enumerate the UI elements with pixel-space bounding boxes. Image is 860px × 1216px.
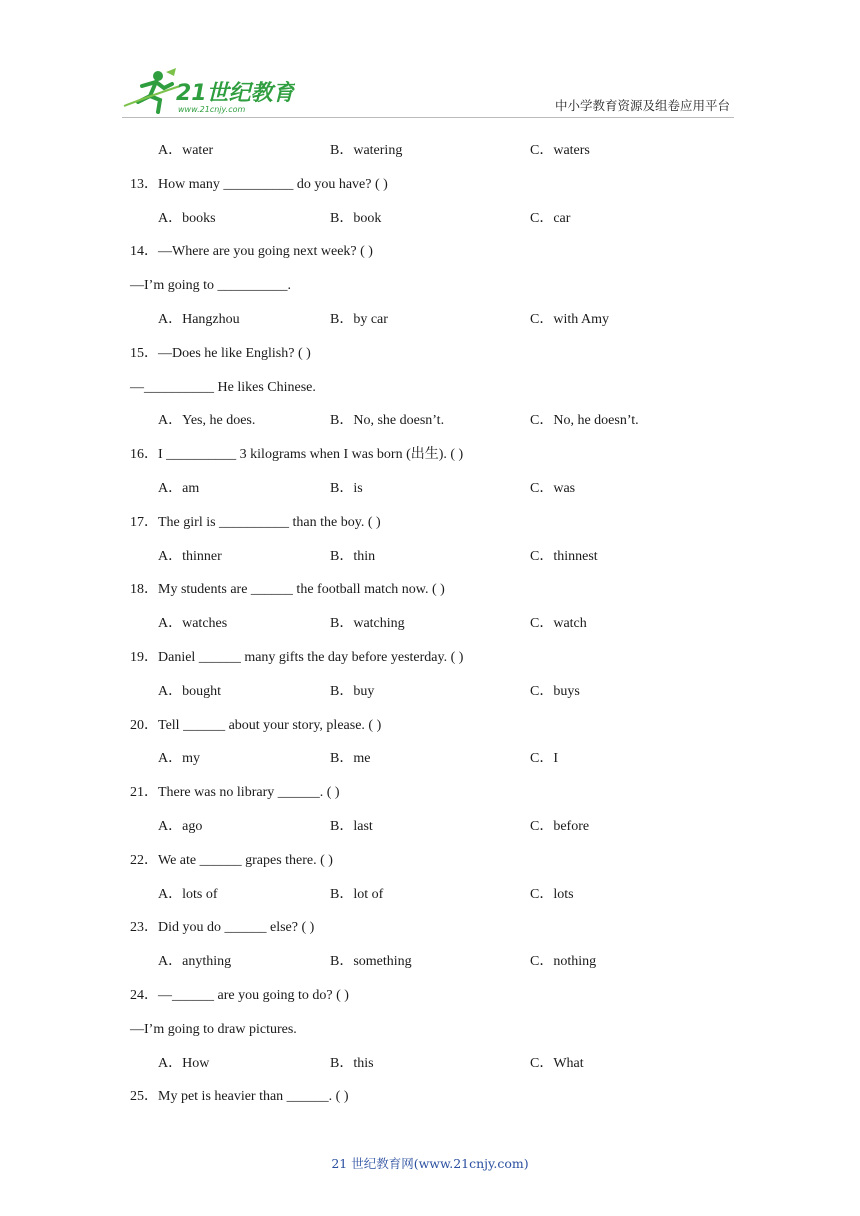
option-a: A．anything bbox=[158, 954, 232, 970]
option-c: C．buys bbox=[530, 683, 580, 699]
question-text: 14．—Where are you going next week? ( ) bbox=[130, 244, 373, 260]
svg-text:21世纪教育: 21世纪教育 bbox=[176, 81, 295, 106]
option-a: A．my bbox=[158, 751, 200, 767]
option-b: B．No, she doesn’t. bbox=[330, 413, 445, 429]
option-b: B．thin bbox=[330, 548, 376, 564]
option-b: B．last bbox=[330, 818, 373, 834]
option-a: A．am bbox=[158, 480, 200, 496]
option-a: A．Yes, he does. bbox=[158, 413, 256, 429]
svg-text:www.21cnjy.com: www.21cnjy.com bbox=[178, 105, 246, 114]
answer-options-row bbox=[130, 810, 750, 844]
site-logo bbox=[120, 66, 295, 118]
page-header bbox=[0, 0, 860, 125]
option-a: A．How bbox=[158, 1055, 210, 1071]
header-platform-text: 中小学教育资源及组卷应用平台 bbox=[554, 98, 730, 113]
option-c: C．thinnest bbox=[530, 548, 598, 564]
question-text: 24．—______ are you going to do? ( ) bbox=[130, 987, 349, 1003]
question-text: 17．The girl is __________ than the boy. ( ) bbox=[130, 514, 381, 530]
option-b: B．by car bbox=[330, 311, 388, 327]
option-b: B．something bbox=[330, 954, 412, 970]
question-text: 16．I __________ 3 kilograms when I was born (出生). ( ) bbox=[130, 447, 464, 463]
answer-options-row bbox=[130, 540, 750, 574]
answer-options-row bbox=[130, 1047, 750, 1081]
option-c: C．with Amy bbox=[530, 311, 609, 327]
option-c: C．was bbox=[530, 480, 576, 496]
answer-options-row bbox=[130, 472, 750, 506]
question-text: 15．—Does he like English? ( ) bbox=[130, 345, 311, 361]
option-c: C．car bbox=[530, 210, 571, 226]
answer-options-row bbox=[130, 303, 750, 337]
option-c: C．nothing bbox=[530, 954, 597, 970]
question-text: 19．Daniel ______ many gifts the day before yesterday. ( ) bbox=[130, 649, 464, 665]
answer-options-row bbox=[130, 675, 750, 709]
answer-options-row bbox=[130, 202, 750, 236]
question-list bbox=[130, 134, 750, 1114]
option-b: B．watching bbox=[330, 616, 405, 632]
option-a: A．Hangzhou bbox=[158, 311, 240, 327]
option-b: B．lot of bbox=[330, 886, 384, 902]
option-a: A．bought bbox=[158, 683, 221, 699]
header-divider bbox=[122, 117, 734, 118]
question-text: 21．There was no library ______. ( ) bbox=[130, 785, 340, 801]
question-text: 22．We ate ______ grapes there. ( ) bbox=[130, 852, 333, 868]
question-text: —I’m going to __________. bbox=[130, 278, 291, 294]
question-text: 23．Did you do ______ else? ( ) bbox=[130, 920, 315, 936]
option-a: A．water bbox=[158, 143, 214, 158]
option-a: A．thinner bbox=[158, 548, 222, 564]
answer-options-row bbox=[130, 878, 750, 912]
option-b: B．buy bbox=[330, 683, 375, 699]
option-a: A．watches bbox=[158, 616, 228, 632]
runner-logo-icon bbox=[120, 66, 295, 118]
question-text: 13．How many __________ do you have? ( ) bbox=[130, 176, 388, 192]
option-b: B．book bbox=[330, 210, 382, 226]
option-c: C．What bbox=[530, 1055, 584, 1071]
question-text: 25．My pet is heavier than ______. ( ) bbox=[130, 1089, 349, 1105]
answer-options-row bbox=[130, 607, 750, 641]
answer-options-row bbox=[130, 134, 750, 168]
option-a: A．ago bbox=[158, 818, 203, 834]
question-text: 20．Tell ______ about your story, please. ( ) bbox=[130, 717, 382, 733]
answer-options-row bbox=[130, 742, 750, 776]
option-b: B．me bbox=[330, 751, 371, 767]
option-c: C．before bbox=[530, 818, 590, 834]
option-c: C．lots bbox=[530, 886, 574, 902]
option-b: B．is bbox=[330, 480, 363, 496]
question-text: —__________ He likes Chinese. bbox=[130, 379, 316, 395]
option-a: A．books bbox=[158, 210, 216, 226]
option-b: B．watering bbox=[330, 143, 403, 158]
option-a: A．lots of bbox=[158, 886, 218, 902]
option-c: C．No, he doesn’t. bbox=[530, 413, 639, 429]
option-c: C．I bbox=[530, 751, 558, 767]
option-c: C．waters bbox=[530, 143, 590, 158]
question-text: 18．My students are ______ the football match now. ( ) bbox=[130, 582, 445, 598]
answer-options-row bbox=[130, 404, 750, 438]
question-text: —I’m going to draw pictures. bbox=[130, 1021, 297, 1037]
option-b: B．this bbox=[330, 1055, 374, 1071]
option-c: C．watch bbox=[530, 616, 587, 632]
answer-options-row bbox=[130, 945, 750, 979]
page-footer: 21 世纪教育网(www.21cnjy.com) bbox=[331, 1156, 529, 1171]
